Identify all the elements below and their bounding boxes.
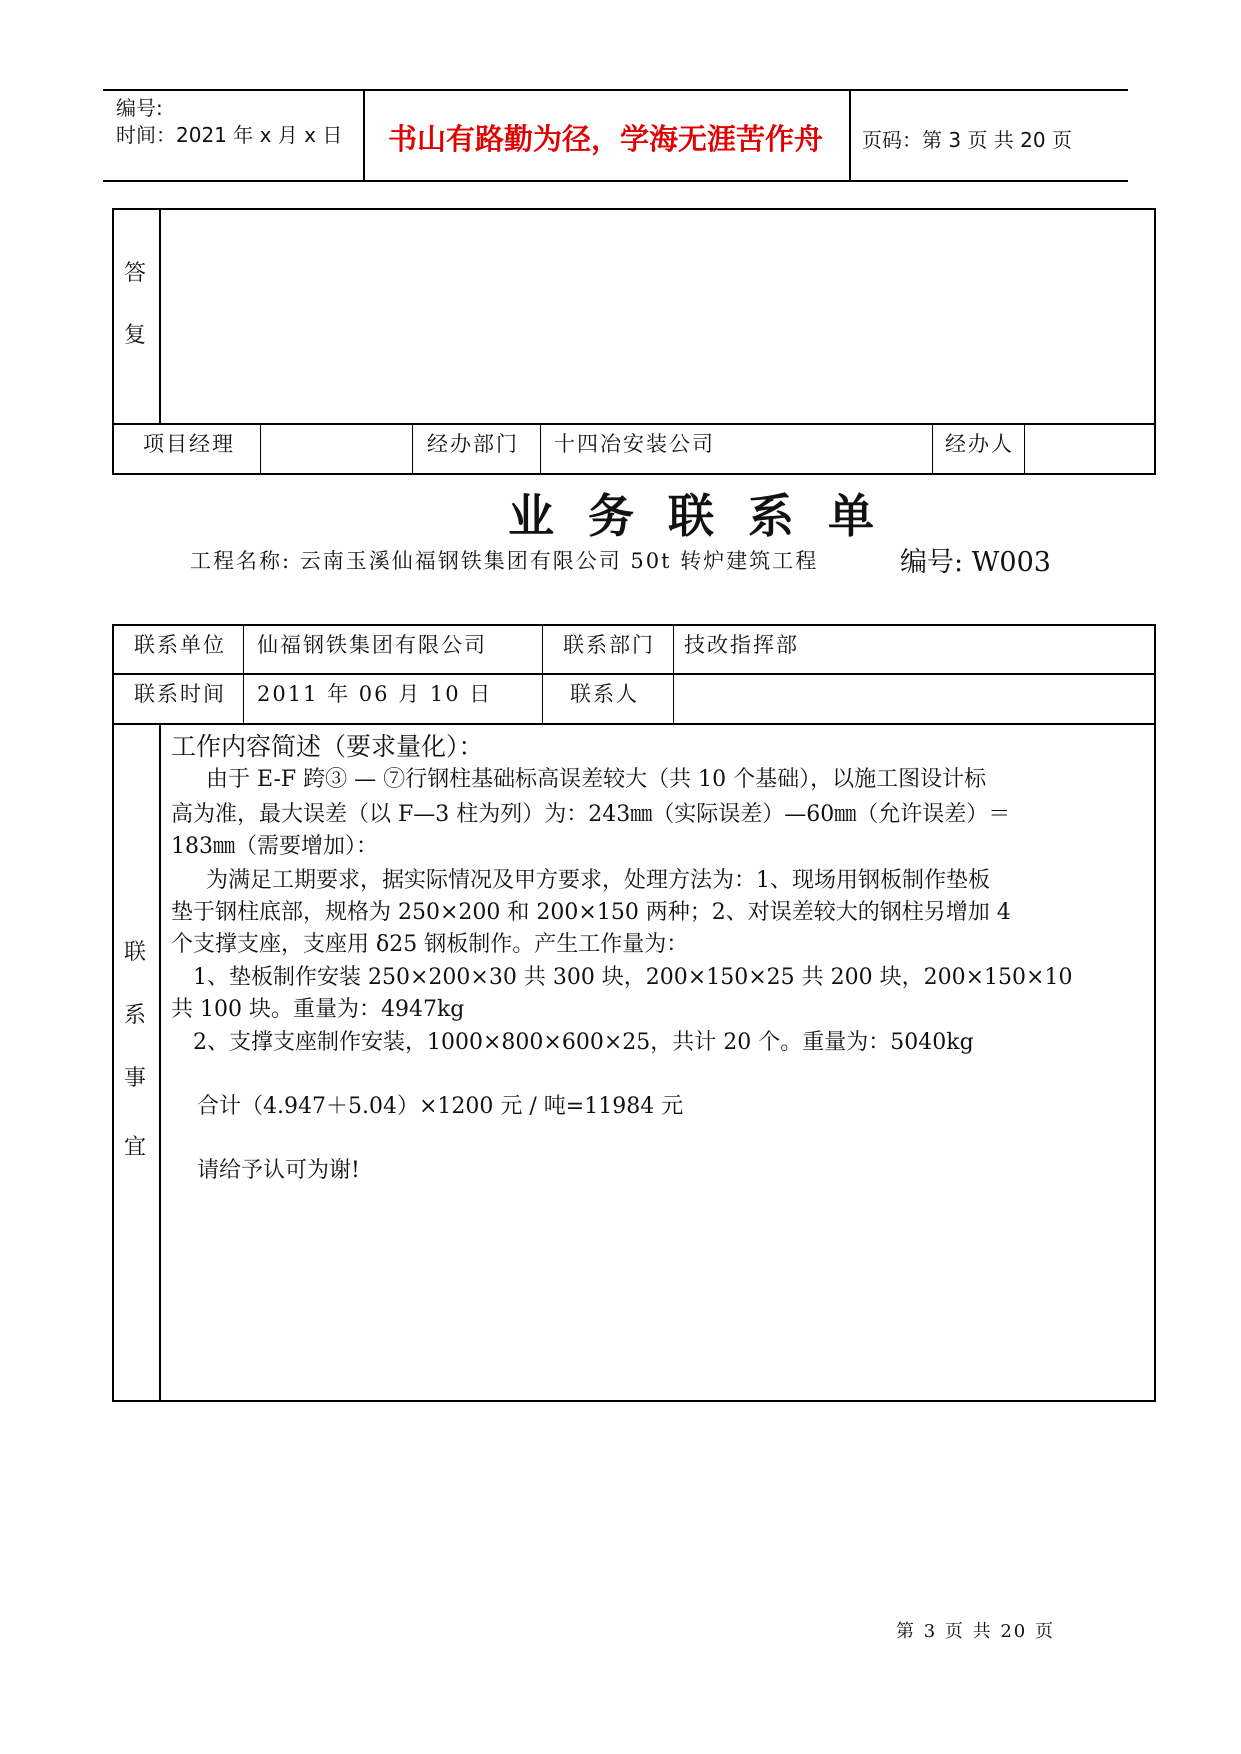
doc-title: 业务联系单 [508,489,908,543]
reply-border-left [112,208,114,475]
reply-row-line [112,423,1156,425]
reply-inner-v [159,208,161,424]
reply-handler-label: 经办人 [945,432,1014,456]
contact-row-1 [112,673,1156,675]
reply-side-label-2: 复 [124,323,147,348]
header-page: 页码：第 3 页 共 20 页 [862,128,1072,152]
content-line-1: 由于 E-F 跨③ — ⑦行钢柱基础标高误差较大（共 10 个基础），以施工图设计标 [206,767,987,792]
contact-person-label: 联系人 [570,682,639,706]
contact-side-char-1: 联 [124,940,147,965]
reply-border-bottom [112,473,1156,475]
reply-col-5 [1024,423,1025,474]
contact-dept-label: 联系部门 [563,633,655,657]
contact-border-left [112,624,114,1402]
header-time: 时间：2021 年 x 月 x 日 [116,123,343,147]
contact-side-char-3: 事 [124,1066,147,1091]
contact-unit-label: 联系单位 [134,633,226,657]
contact-border-top [112,624,1156,626]
content-line-4: 为满足工期要求，据实际情况及甲方要求，处理方法为：1、现场用钢板制作垫板 [206,868,990,893]
content-line-7: 1、垫板制作安装 250×200×30 共 300 块，200×150×25 共 200 块，200×150×10 [193,965,1073,990]
contact-side-char-4: 宜 [124,1135,147,1160]
content-heading: 工作内容简述（要求量化）： [171,732,484,761]
reply-border-right [1154,208,1156,475]
contact-col-3 [673,624,674,724]
content-line-2: 高为准，最大误差（以 F—3 柱为列）为：243㎜（实际误差）—60㎜（允许误差）＝ [171,802,1011,827]
reply-border-top [112,208,1156,210]
header-bottom-rule [103,180,1128,182]
content-line-8: 共 100 块。重量为：4947kg [171,997,465,1022]
content-line-6: 个支撑支座，支座用 δ25 钢板制作。产生工作量为： [171,932,689,957]
doc-code: 编号: W003 [900,547,1051,578]
contact-unit-value: 仙福钢铁集团有限公司 [257,633,487,657]
page-footer: 第 3 页 共 20 页 [896,1621,1055,1642]
contact-col-2 [542,624,543,724]
reply-col-2 [412,423,413,474]
reply-col-3 [540,423,541,474]
contact-side-char-2: 系 [124,1003,147,1028]
content-line-3: 183㎜（需要增加）： [171,834,378,859]
content-line-9: 2、支撑支座制作安装，1000×800×600×25，共计 20 个。重量为：5040kg [193,1030,974,1055]
project-name: 工程名称: 云南玉溪仙福钢铁集团有限公司 50t 转炉建筑工程 [190,549,819,573]
contact-side-col [159,724,161,1401]
reply-pm-label: 项目经理 [143,432,235,456]
content-line-11: 请给予认可为谢! [197,1158,360,1183]
reply-side-label-1: 答 [124,261,147,286]
content-line-10: 合计（4.947＋5.04）×1200 元 / 吨=11984 元 [197,1094,684,1119]
reply-dept-label: 经办部门 [427,432,519,456]
contact-col-1 [243,624,244,724]
header-number-label: 编号: [116,96,163,120]
contact-dept-value: 技改指挥部 [684,633,799,657]
contact-border-right [1154,624,1156,1402]
header-top-rule [103,89,1128,91]
reply-col-1 [260,423,261,474]
header-divider-2 [849,89,851,182]
contact-border-bottom [112,1400,1156,1402]
reply-dept-value: 十四冶安装公司 [554,432,715,456]
header-divider-1 [363,89,365,182]
header-motto: 书山有路勤为径，学海无涯苦作舟 [388,122,824,156]
contact-row-2 [112,723,1156,725]
content-line-5: 垫于钢柱底部，规格为 250×200 和 200×150 两种；2、对误差较大的钢柱另增加 4 [171,900,1011,925]
contact-time-label: 联系时间 [134,682,226,706]
contact-time-value: 2011 年 06 月 10 日 [257,682,493,706]
reply-col-4 [932,423,933,474]
